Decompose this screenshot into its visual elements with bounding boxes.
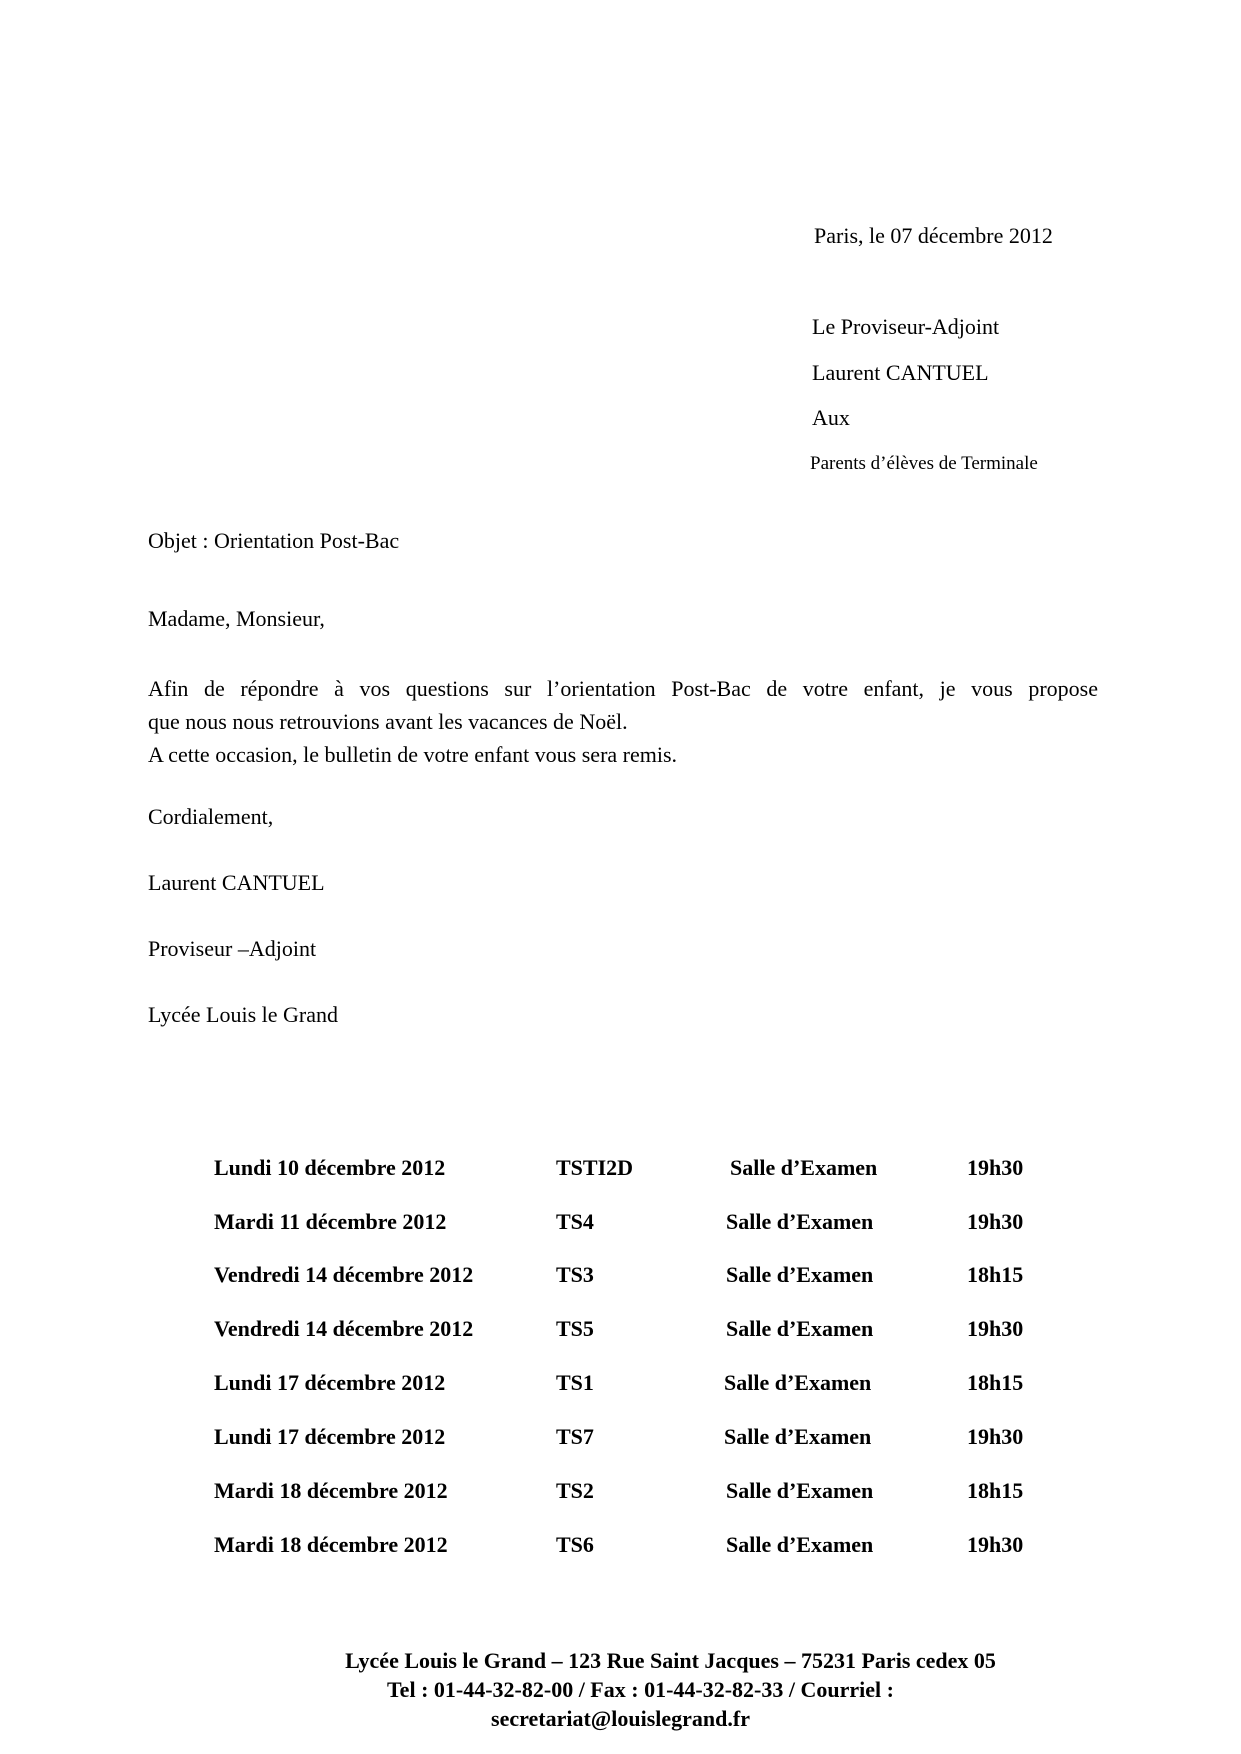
schedule-room: Salle d’Examen [726, 1262, 874, 1287]
schedule-row [0, 1155, 1241, 1185]
letter-date: Paris, le 07 décembre 2012 [814, 223, 1053, 248]
schedule-class: TS6 [556, 1532, 594, 1557]
schedule-date: Mardi 18 décembre 2012 [214, 1478, 448, 1503]
schedule-time: 19h30 [967, 1316, 1024, 1341]
schedule-class: TS4 [556, 1209, 594, 1234]
signature-school: Lycée Louis le Grand [148, 1002, 338, 1027]
schedule-class: TSTI2D [556, 1155, 634, 1180]
body-line-2: que nous nous retrouvions avant les vacances de Noël. [148, 709, 628, 734]
sender-title: Le Proviseur-Adjoint [812, 314, 1000, 339]
schedule-time: 18h15 [967, 1262, 1024, 1287]
body-line-1: Afin de répondre à vos questions sur l’orientation Post-Bac de votre enfant, je vous propose [148, 676, 1098, 701]
schedule-date: Mardi 18 décembre 2012 [214, 1532, 448, 1557]
schedule-room: Salle d’Examen [726, 1316, 874, 1341]
recipient-audience: Parents d’élèves de Terminale [810, 453, 1038, 474]
school-footer [0, 1646, 1241, 1733]
schedule-row [0, 1424, 1241, 1454]
schedule-room: Salle d’Examen [726, 1478, 874, 1503]
schedule-room: Salle d’Examen [730, 1155, 878, 1180]
letter-closing: Cordialement, [148, 804, 274, 829]
schedule-room: Salle d’Examen [724, 1424, 872, 1449]
footer-address: Lycée Louis le Grand – 123 Rue Saint Jacques – 75231 Paris cedex 05 [345, 1648, 996, 1673]
schedule-time: 19h30 [967, 1532, 1024, 1557]
schedule-room: Salle d’Examen [726, 1209, 874, 1234]
schedule-date: Vendredi 14 décembre 2012 [214, 1262, 474, 1287]
schedule-room: Salle d’Examen [724, 1370, 872, 1395]
recipient-prefix: Aux [812, 405, 850, 430]
sender-name: Laurent CANTUEL [812, 360, 989, 385]
schedule-row [0, 1370, 1241, 1400]
schedule-date: Lundi 17 décembre 2012 [214, 1424, 446, 1449]
schedule-row [0, 1316, 1241, 1346]
schedule-date: Lundi 10 décembre 2012 [214, 1155, 446, 1180]
schedule-time: 19h30 [967, 1209, 1024, 1234]
schedule-time: 18h15 [967, 1370, 1024, 1395]
body-line-3: A cette occasion, le bulletin de votre enfant vous sera remis. [148, 742, 678, 767]
schedule-time: 19h30 [967, 1424, 1024, 1449]
schedule-class: TS5 [556, 1316, 594, 1341]
schedule-time: 18h15 [967, 1478, 1024, 1503]
signature-title: Proviseur –Adjoint [148, 936, 317, 961]
schedule-date: Lundi 17 décembre 2012 [214, 1370, 446, 1395]
schedule-time: 19h30 [967, 1155, 1024, 1180]
letter-subject: Objet : Orientation Post-Bac [148, 528, 400, 553]
schedule-row [0, 1532, 1241, 1562]
schedule-room: Salle d’Examen [726, 1532, 874, 1557]
footer-phone-fax: Tel : 01-44-32-82-00 / Fax : 01-44-32-82-33 / Courriel : [387, 1677, 894, 1702]
schedule-row [0, 1478, 1241, 1508]
schedule-class: TS2 [556, 1478, 594, 1503]
footer-email: secretariat@louislegrand.fr [491, 1706, 750, 1731]
letter-body [148, 672, 1098, 771]
schedule-row [0, 1262, 1241, 1292]
schedule-class: TS7 [556, 1424, 594, 1449]
signature-name: Laurent CANTUEL [148, 870, 325, 895]
schedule-class: TS3 [556, 1262, 594, 1287]
schedule-date: Vendredi 14 décembre 2012 [214, 1316, 474, 1341]
schedule-class: TS1 [556, 1370, 594, 1395]
schedule-date: Mardi 11 décembre 2012 [214, 1209, 447, 1234]
schedule-row [0, 1209, 1241, 1239]
letter-greeting: Madame, Monsieur, [148, 606, 325, 631]
